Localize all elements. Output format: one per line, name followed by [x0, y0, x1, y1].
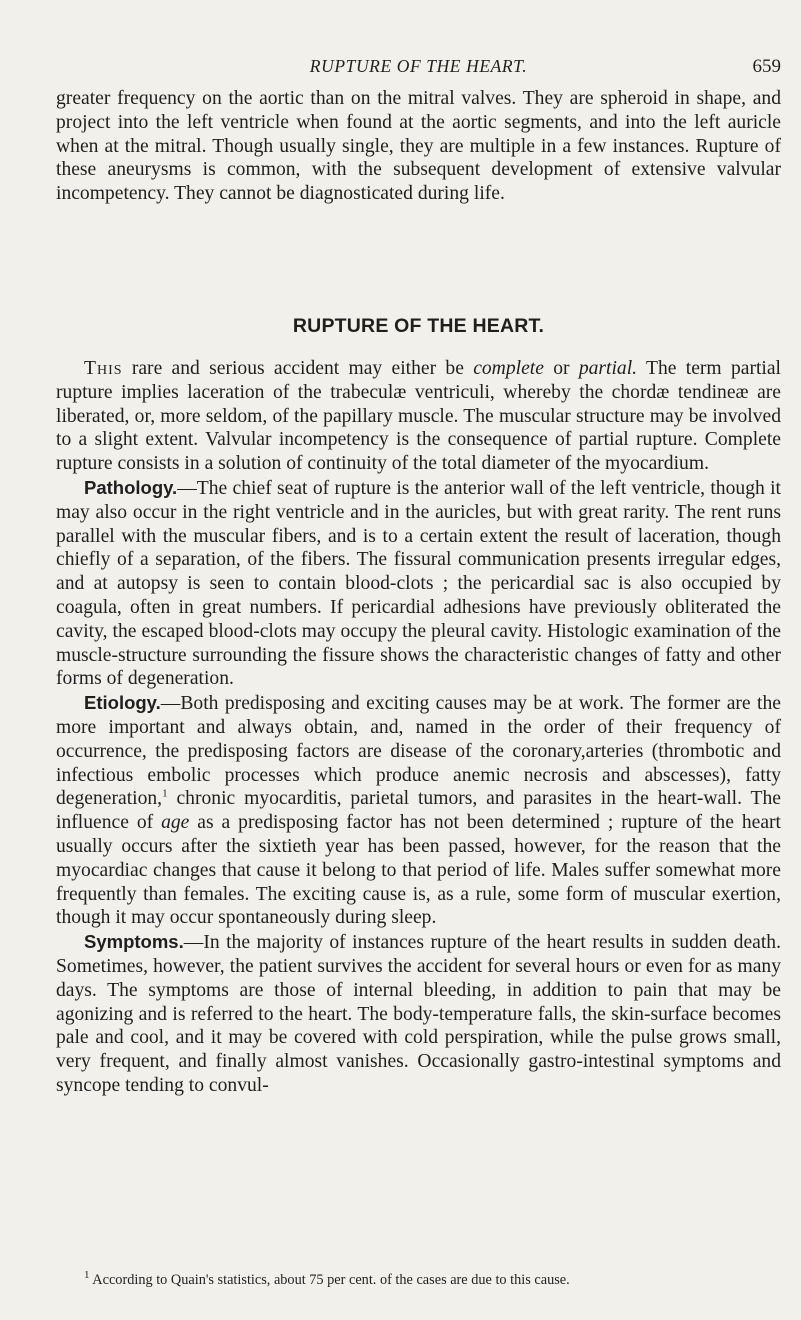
- etiology-paragraph: [56, 691, 781, 930]
- etiology-text-c: as a predisposing factor has not been determined ; rupture of the heart usually occurs after the sixtieth year has been passed, however, for the reason that the myocardiac changes that cause it belong to that period of life. Males suffer somewhat more frequently than females. The exciting cause is, as a rule, some form of muscular exertion, though it may occur spontaneously during sleep.: [56, 812, 781, 929]
- etiology-text-a: —Both predisposing and exciting causes may be at work. The former are the more important and always obtain, and, named in the order of their frequency of occurrence, the predisposing factors are disease of the coronary,arteries (thrombotic and infectious embolic processes which produce anemic necrosis and abscesses), fatty degeneration,: [56, 693, 781, 810]
- definition-text-b: or: [543, 358, 579, 379]
- symptoms-text: —In the majority of instances rupture of the heart results in sudden death. Sometimes, however, the patient survives the accident for several hours or even for as many days. The symptoms are those of internal bleeding, in addition to pain that may be agonizing and is referred to the heart. The body-temperature falls, the skin-surface becomes pale and cool, and it may be covered with cold perspiration, while the pulse grows small, very frequent, and finally almost vanishes. Occasionally gastro-intestinal symptoms and syncope tending to convul-: [56, 932, 781, 1096]
- definition-text-c: The term partial rupture implies laceration of the trabeculæ ventriculi, whereby the chordæ tendineæ are liberated, or, more seldom, of the papillary muscle. The muscular structure may be involved to a slight extent. Valvular incompetency is the consequence of partial rupture. Complete rupture consists in a solution of continuity of the total diameter of the myocardium.: [56, 358, 782, 475]
- symptoms-paragraph: [56, 930, 781, 1098]
- footnote-mark: 1: [84, 1269, 90, 1282]
- intro-paragraph: [56, 87, 781, 206]
- etiology-heading: Etiology.: [84, 692, 161, 714]
- term-partial: partial.: [578, 358, 638, 379]
- intro-text: greater frequency on the aortic than on the mitral valves. They are spheroid in shape, and project into the left ventricle when found at the aortic segments, and into the left auricle when at the mitral. Though usually single, they are multiple in a few instances. Rupture of these aneurysms is common, with the subsequent development of extensive valvular incompetency. They cannot be diagnosticated during life.: [56, 88, 781, 205]
- running-title: RUPTURE OF THE HEART.: [309, 56, 528, 76]
- opening-word: This: [84, 358, 123, 379]
- symptoms-heading: Symptoms.: [84, 931, 184, 953]
- footnote-reference[interactable]: 1: [162, 787, 168, 800]
- term-age: age: [161, 812, 190, 834]
- section-body: [56, 357, 781, 1098]
- definition-paragraph: [56, 357, 781, 476]
- running-head: [56, 56, 781, 80]
- term-complete: complete: [473, 358, 544, 379]
- page-number: 659: [752, 56, 781, 77]
- footnote-text: According to Quain's statistics, about 75 per cent. of the cases are due to this cause.: [89, 1272, 570, 1288]
- pathology-paragraph: [56, 476, 781, 691]
- etiology-text-b: chronic myocarditis, parietal tumors, and parasites in the heart-wall. The influence of: [56, 788, 781, 834]
- pathology-heading: Pathology.: [84, 476, 178, 498]
- section-title: RUPTURE OF THE HEART.: [292, 315, 545, 337]
- footnote: [56, 1271, 781, 1289]
- definition-text-a: rare and serious accident may either be: [122, 358, 474, 379]
- pathology-text: —The chief seat of rupture is the anterior wall of the left ventricle, though it may also occur in the right ventricle and in the auricles, but with great rarity. The rent runs parallel with the muscular fibers, and is to a certain extent the result of laceration, though chiefly of a separation, of the fibers. The fissural communication presents irregular edges, and at autopsy is seen to contain blood-clots ; the pericardial sac is also occupied by coagula, often in great numbers. If pericardial adhesions have previously obliterated the cavity, the escaped blood-clots may occupy the pleural cavity. Histologic examination of the muscle-structure surrounding the fissure shows the characteristic changes of fatty and other forms of degeneration.: [56, 477, 781, 690]
